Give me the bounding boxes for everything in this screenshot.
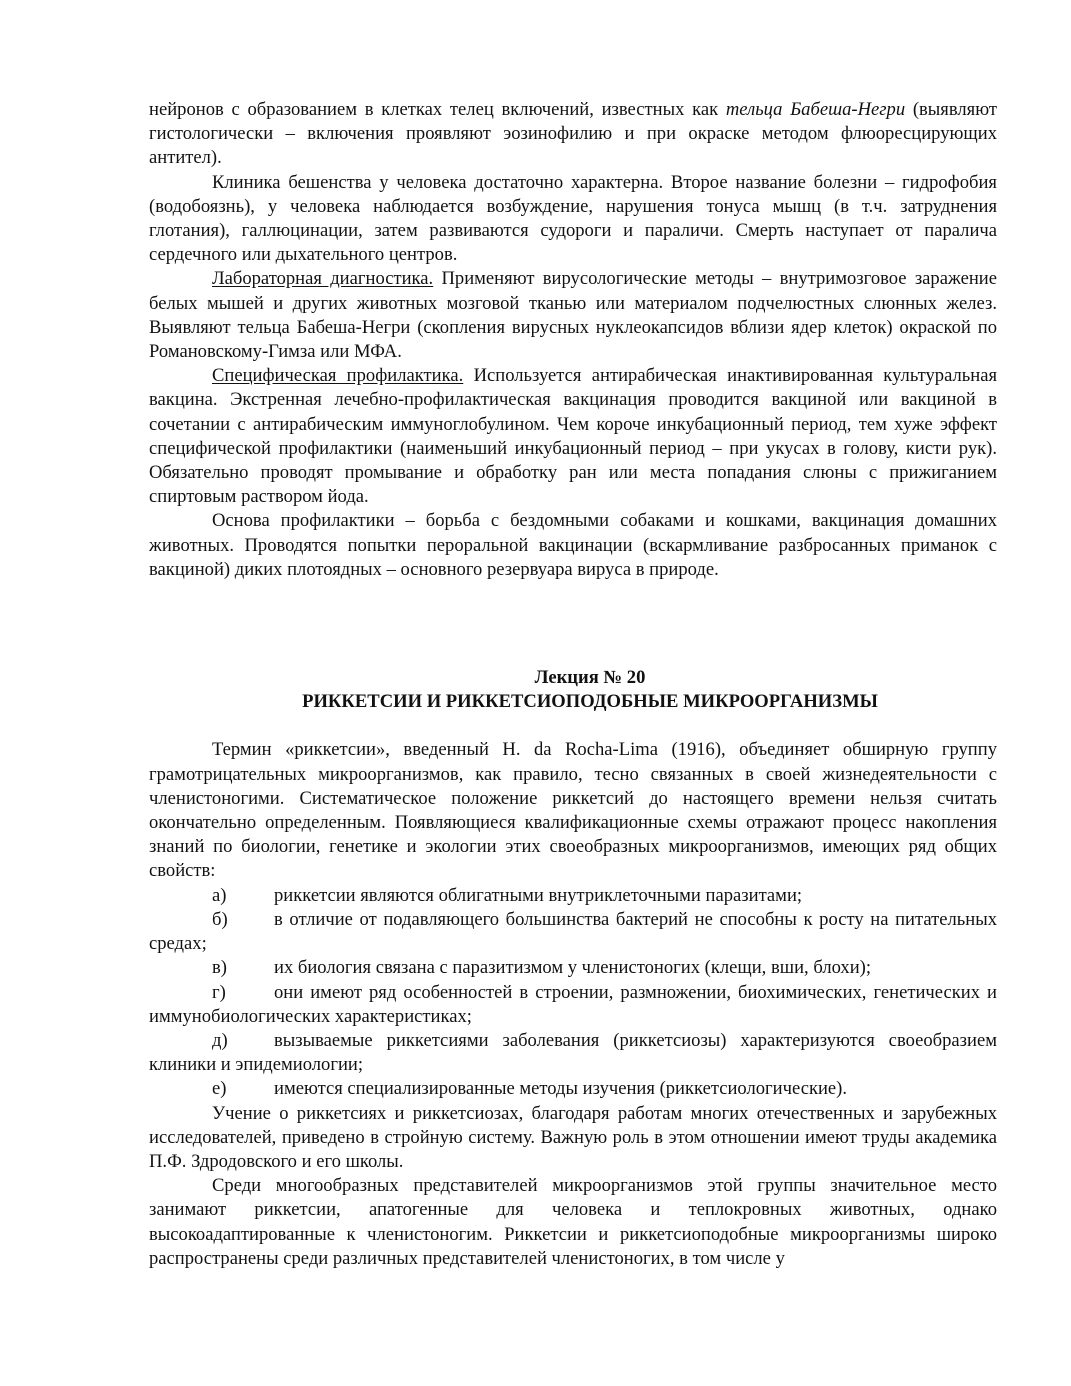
list-item [149, 884, 997, 908]
paragraph-prevention-basis: Основа профилактики – борьба с бездомными собаками и кошками, вакцинация домашних животных. Проводятся попытки пероральной вакцинации (вскармливание разбросанных приманок с вакциной) диких плотоядных – основного резервуара вируса в природе. [149, 510, 997, 580]
list-item-text: имеются специализированные методы изучения (риккетсиологические). [274, 1078, 848, 1100]
list-marker: г) [212, 981, 226, 1003]
list-item [149, 981, 997, 1029]
paragraph-text: (выявляют гистологически – включения проявляют эозинофилию и при окраске методом флюоресцирующих антител). [149, 99, 997, 169]
italic-term: тельца Бабеша-Негри [725, 99, 906, 120]
list-marker: в) [212, 957, 227, 979]
list-marker: е) [212, 1078, 227, 1100]
list-item [149, 1029, 997, 1077]
paragraph-text: Используется антирабическая инактивированная культуральная вакцина. Экстренная лечебно-профилактическая вакцинация проводится вакциной или вакциной в сочетании с антирабическим иммуноглобулином. Чем короче инкубационный период, тем хуже эффект специфической профилактики (наименьший инкубационный период – при укусах в голову, кисти рук). Обязательно проводят промывание и обработку ран или места попадания слюны с прижиганием спиртовым раствором йода. [149, 365, 998, 508]
paragraph-rickettsia-term: Термин «риккетсии», введенный H. da Rocha-Lima (1916), объединяет обширную группу грамотрицательных микроорганизмов, как правило, тесно связанных в своей жизнедеятельности с членистоногими. Систематическое положение риккетсий до настоящего времени нельзя считать окончательно определенным. Появляющиеся квалификационные схемы отражают процесс накопления знаний по биологии, генетике и экологии этих своеобразных микроорганизмов, имеющих ряд общих свойств: [149, 739, 997, 882]
paragraph-negri-bodies [149, 98, 997, 171]
list-item [149, 1077, 997, 1101]
section-spacer [149, 582, 997, 666]
properties-list [149, 884, 997, 1102]
heading-spacer [149, 714, 997, 738]
list-item [149, 908, 997, 956]
list-item-text: в отличие от подавляющего большинства бактерий не способны к росту на питательных средах; [149, 908, 997, 955]
paragraph-lab-diagnostics [149, 267, 997, 364]
list-marker: д) [212, 1029, 228, 1051]
paragraph-rickettsia-diversity: Среди многообразных представителей микроорганизмов этой группы значительное место занимают риккетсии, апатогенные для человека и теплокровных животных, однако высокоадаптированные к членистоногим. Риккетсии и риккетсиоподобные микроорганизмы широко распространены среди различных представителей членистоногих, в том числе у [149, 1175, 997, 1269]
paragraph-text: нейронов с образованием в клетках телец включений, известных как [149, 99, 726, 120]
paragraph-rickettsiology-doctrine: Учение о риккетсиях и риккетсиозах, благодаря работам многих отечественных и зарубежных исследователей, приведено в стройную систему. Важную роль в этом отношении имеют труды академика П.Ф. Здродовского и его школы. [149, 1102, 997, 1172]
paragraph-specific-prophylaxis [149, 364, 997, 509]
paragraph-clinical-picture: Клиника бешенства у человека достаточно характерна. Второе название болезни – гидрофобия (водобоязнь), у человека наблюдается возбуждение, нарушения тонуса мышц (в т.ч. затруднения глотания), галлюцинации, затем развиваются судороги и параличи. Смерть наступает от паралича сердечного или дыхательного центров. [149, 171, 997, 266]
list-item-text: риккетсии являются облигатными внутриклеточными паразитами; [274, 884, 803, 906]
list-item-text: они имеют ряд особенностей в строении, размножении, биохимических, генетических и иммунобиологических характеристиках; [149, 981, 997, 1027]
list-item-text: вызываемые риккетсиями заболевания (риккетсиозы) характеризуются своеобразием клиники и эпидемиологии; [149, 1029, 997, 1076]
list-item [149, 956, 997, 980]
section-lead-specific-prophylaxis: Специфическая профилактика. [212, 365, 464, 387]
lecture-title: РИККЕТСИИ И РИККЕТСИОПОДОБНЫЕ МИКРООРГАНИЗМЫ [302, 691, 878, 713]
section-lead-lab-diagnostics: Лабораторная диагностика. [212, 268, 434, 290]
list-marker: а) [212, 884, 227, 906]
list-marker: б) [212, 908, 228, 930]
paragraph-text: Применяют вирусологические методы – внутримозговое заражение белых мышей и других животных мозговой тканью или материалом подчелюстных слюнных желез. Выявляют тельца Бабеша-Негри (скопления вирусных нуклеокапсидов вблизи ядер клеток) окраской по Романовскому-Гимза или МФА. [149, 268, 997, 363]
lecture-number: Лекция № 20 [534, 667, 646, 689]
list-item-text: их биология связана с паразитизмом у членистоногих (клещи, вши, блохи); [274, 957, 872, 979]
